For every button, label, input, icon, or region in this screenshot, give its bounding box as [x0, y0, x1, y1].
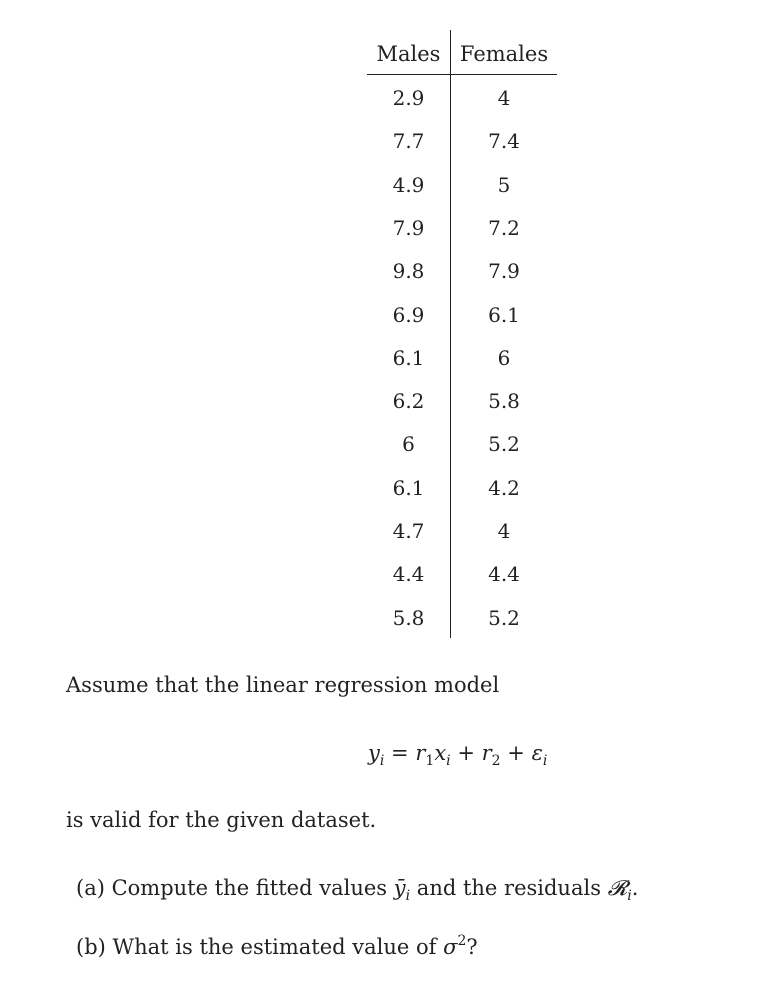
data-table [367, 30, 557, 640]
cell-males: 4.7 [392, 519, 425, 543]
cell-males: 2.9 [392, 86, 425, 110]
cell-females: 4.4 [488, 562, 520, 587]
question-b-label: (b) [76, 935, 106, 959]
cell-females: 7.2 [488, 215, 520, 240]
cell-females: 5.8 [488, 389, 520, 414]
cell-females: 6.1 [488, 302, 520, 327]
question-b: (b) What is the estimated value of $\sigma^2$? [76, 933, 478, 959]
cell-females: 4 [497, 519, 511, 543]
header-males: Males [376, 42, 441, 66]
cell-males: 7.7 [392, 129, 425, 154]
question-a: (a) Compute the fitted values $ȳ_i$ and the residuals 𝓡$_i$. [76, 876, 639, 904]
cell-females: 5.2 [488, 605, 520, 630]
cell-males: 5.8 [392, 605, 425, 630]
cell-males: 4.9 [392, 172, 425, 197]
cell-females: 5.2 [488, 432, 520, 457]
cell-females: 5 [497, 172, 511, 197]
cell-males: 6.9 [392, 302, 425, 327]
header-rule [367, 74, 557, 75]
cell-females: 7.4 [488, 129, 520, 154]
validity-text: is valid for the given dataset. [66, 808, 377, 832]
cell-females: 7.9 [488, 259, 520, 284]
cell-males: 6 [402, 432, 415, 457]
cell-males: 6.1 [392, 475, 425, 500]
cell-females: 6 [497, 345, 511, 370]
cell-males: 4.4 [392, 562, 425, 587]
cell-males: 9.8 [392, 259, 425, 284]
cell-females: 4.2 [488, 475, 520, 500]
column-divider [450, 30, 451, 638]
regression-equation: $y_i = r_1x_i + r_2 + \varepsilon_i$ [368, 741, 548, 769]
header-females: Females [459, 42, 549, 66]
question-a-label: (a) [76, 876, 105, 900]
cell-males: 6.2 [392, 389, 425, 414]
cell-males: 7.9 [392, 215, 425, 240]
cell-females: 4 [497, 86, 511, 110]
cell-males: 6.1 [392, 345, 425, 370]
intro-text: Assume that the linear regression model [66, 673, 500, 697]
